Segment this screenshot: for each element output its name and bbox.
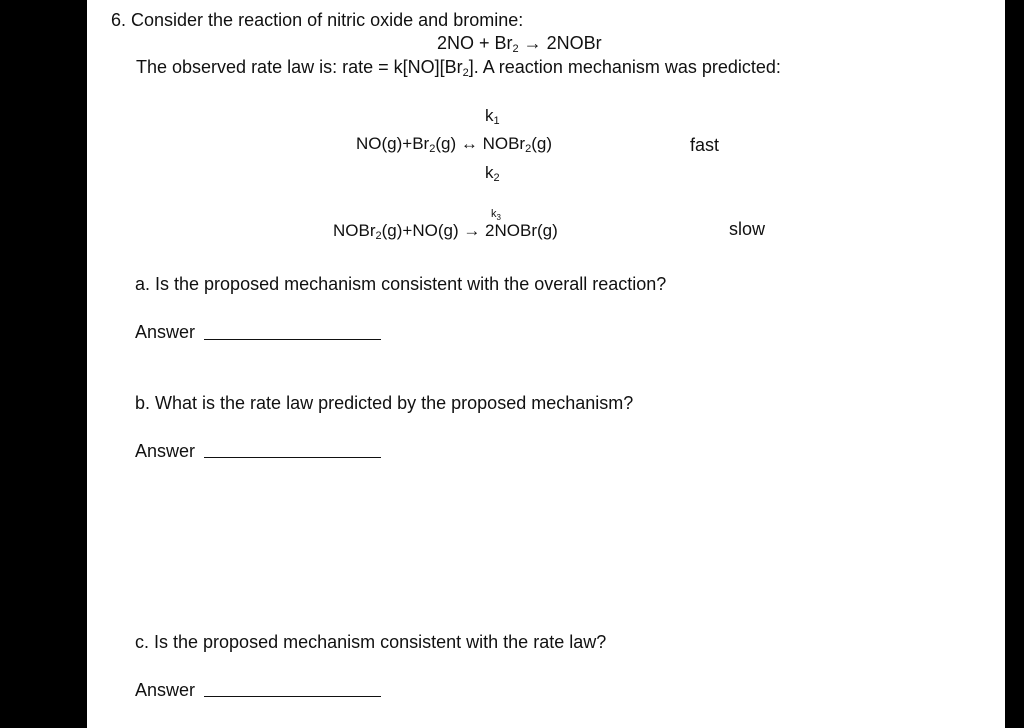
mechanism-step-1: $NO(g)+Br_2(g)$ ↔ NOBr$_2$(g) [356, 134, 552, 155]
rate-constant-k2: $k_2$ [485, 163, 500, 184]
answer-a-label: Answer [135, 322, 196, 342]
rate-constant-k3: $k_3$ [491, 208, 501, 222]
mechanism-step-2: NOBr$_2$(g)+NO(g) → 2NOBr(g) [333, 221, 558, 242]
answer-b-label: Answer [135, 441, 196, 461]
answer-b-blank[interactable] [204, 457, 381, 458]
question-c: c. Is the proposed mechanism consistent with the rate law? [135, 632, 607, 652]
step-2-speed: slow [729, 219, 766, 239]
question-b: b. What is the rate law predicted by the proposed mechanism? [135, 393, 634, 413]
answer-c-blank[interactable] [204, 696, 381, 697]
overall-reaction: $2NO + Br_2$ → 2NOBr [437, 33, 602, 55]
step-1-speed: fast [690, 135, 720, 155]
worksheet-page [87, 0, 1005, 728]
answer-c-label: Answer [135, 680, 196, 700]
rate-constant-k1: $k_1$ [485, 106, 500, 127]
question-a: a. Is the proposed mechanism consistent with the overall reaction? [135, 274, 667, 294]
observed-rate-law: The observed rate law is: rate = $k[NO][Br_2]$. A reaction mechanism was predicted: [136, 57, 781, 79]
answer-a-blank[interactable] [204, 339, 381, 340]
question-title: 6. Consider the reaction of nitric oxide and bromine: [111, 10, 524, 30]
